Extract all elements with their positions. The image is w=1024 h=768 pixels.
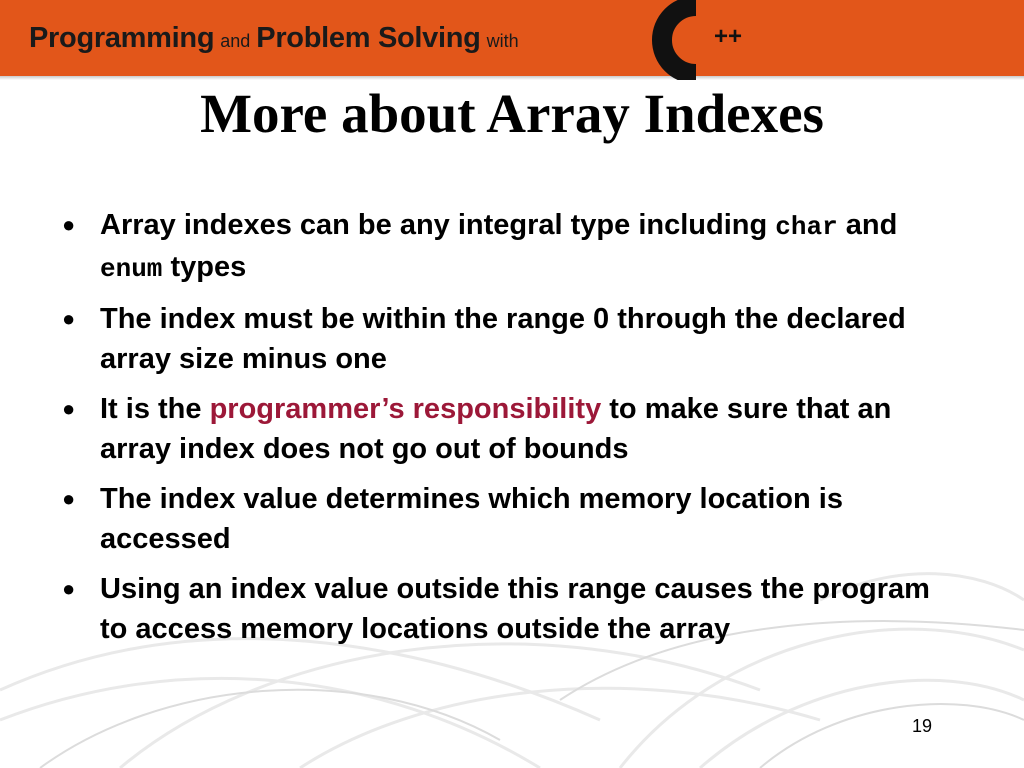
- book-logo-text: [29, 22, 525, 55]
- cpp-plus-plus: ++: [714, 23, 743, 50]
- emphasis-responsibility: programmer’s responsibility: [209, 393, 602, 425]
- logo-word-and: and: [220, 31, 251, 51]
- bullet-dot-icon: ●: [62, 396, 76, 421]
- bullet-dot-icon: ●: [62, 306, 76, 331]
- bullet-item: ● It is the programmer’s responsibility to make sure that an array index does not go out of bounds: [58, 389, 958, 469]
- bullet-item: ● The index must be within the range 0 through the declared array size minus one: [58, 299, 958, 379]
- header-shadow: [0, 76, 1024, 80]
- page-number: 19: [912, 716, 933, 736]
- bullet-item: ● Array indexes can be any integral type including char and enum types: [58, 205, 958, 289]
- bullet-dot-icon: ●: [62, 576, 76, 601]
- bullet-item: ● Using an index value outside this range causes the program to access memory locations outside the array: [58, 569, 958, 649]
- logo-word-programming: Programming: [29, 22, 215, 54]
- slide-title: More about Array Indexes: [200, 83, 824, 144]
- bullet-dot-icon: ●: [62, 212, 76, 237]
- logo-word-problem-solving: Problem Solving: [256, 22, 481, 54]
- bullet-dot-icon: ●: [62, 486, 76, 511]
- code-enum: enum: [100, 254, 163, 284]
- logo-word-with: with: [486, 31, 519, 51]
- bullet-item: ● The index value determines which memory location is accessed: [58, 479, 958, 559]
- code-char: char: [775, 212, 838, 242]
- cpp-logo-icon: [650, 0, 760, 80]
- bullet-list: [58, 205, 958, 659]
